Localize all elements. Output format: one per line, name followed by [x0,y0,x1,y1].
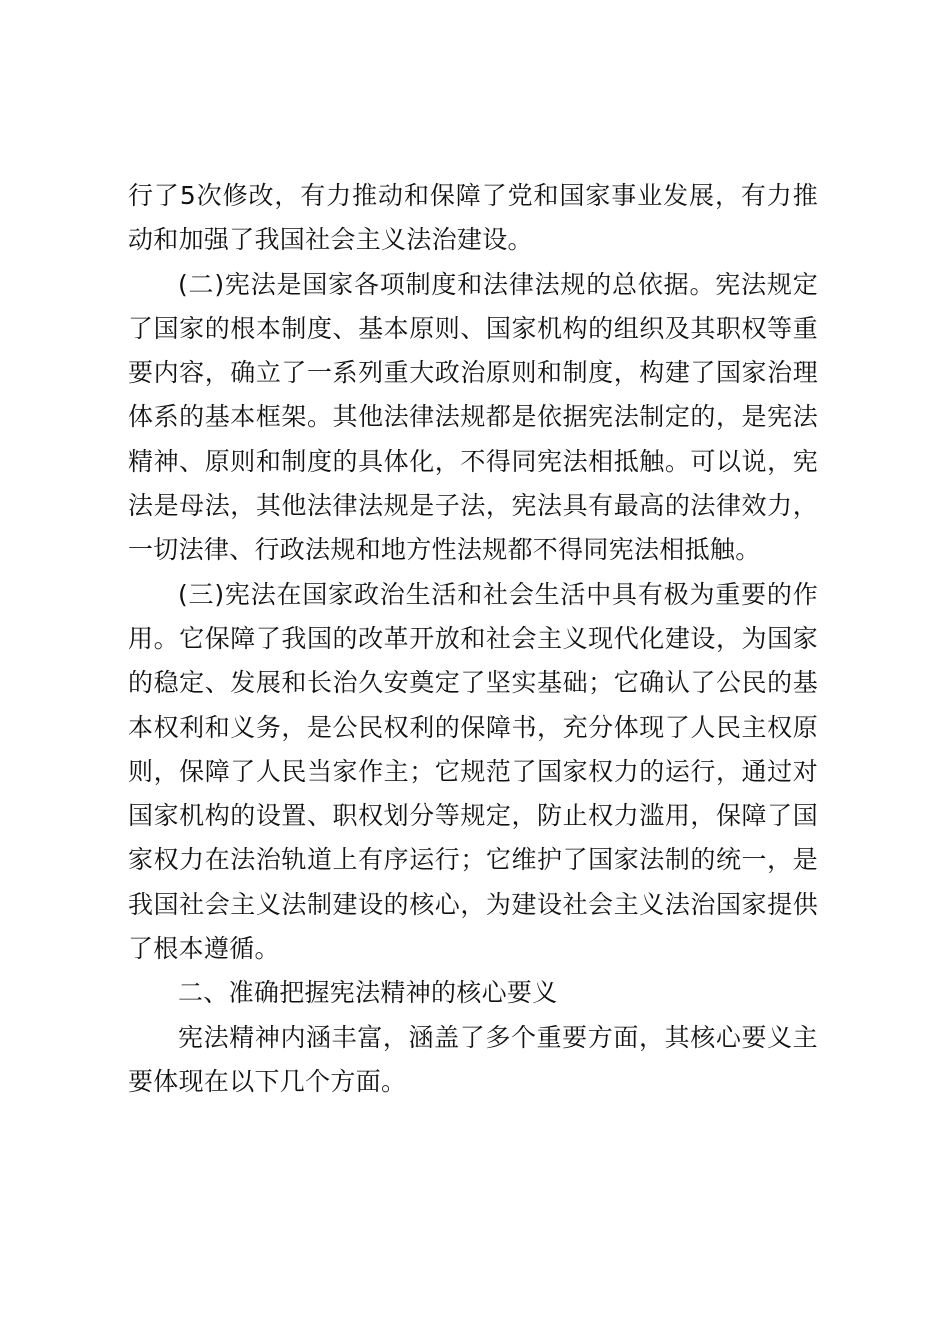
section-heading-2: 二、准确把握宪法精神的核心要义 [178,978,558,1008]
document-body [128,174,818,1104]
paragraph-section-3: (三)宪法在国家政治生活和社会生活中具有极为重要的作用。它保障了我国的改革开放和社会主义现代化建设，为国家的稳定、发展和长治久安奠定了坚实基础；它确认了公民的基本权利和义务，是公民权利的保障书，充分体现了人民主权原则，保障了人民当家作主；它规范了国家权力的运行，通过对国家机构的设置、职权划分等规定，防止权力滥用，保障了国家权力在法治轨道上有序运行；它维护了国家法制的统一，是我国社会主义法制建设的核心，为建设社会主义法治国家提供了根本遵循。 [128,579,818,964]
paragraph-continuation: 行了5次修改，有力推动和保障了党和国家事业发展，有力推动和加强了我国社会主义法治建设。 [128,181,818,255]
paragraph-intro: 宪法精神内涵丰富，涵盖了多个重要方面，其核心要义主要体现在以下几个方面。 [128,1022,818,1096]
paragraph-section-2: (二)宪法是国家各项制度和法律法规的总依据。宪法规定了国家的根本制度、基本原则、国家机构的组织及其职权等重要内容，确立了一系列重大政治原则和制度，构建了国家治理体系的基本框架。其他法律法规都是依据宪法制定的，是宪法精神、原则和制度的具体化，不得同宪法相抵触。可以说，宪法是母法，其他法律法规是子法，宪法具有最高的法律效力，一切法律、行政法规和地方性法规都不得同宪法相抵触。 [128,269,818,565]
